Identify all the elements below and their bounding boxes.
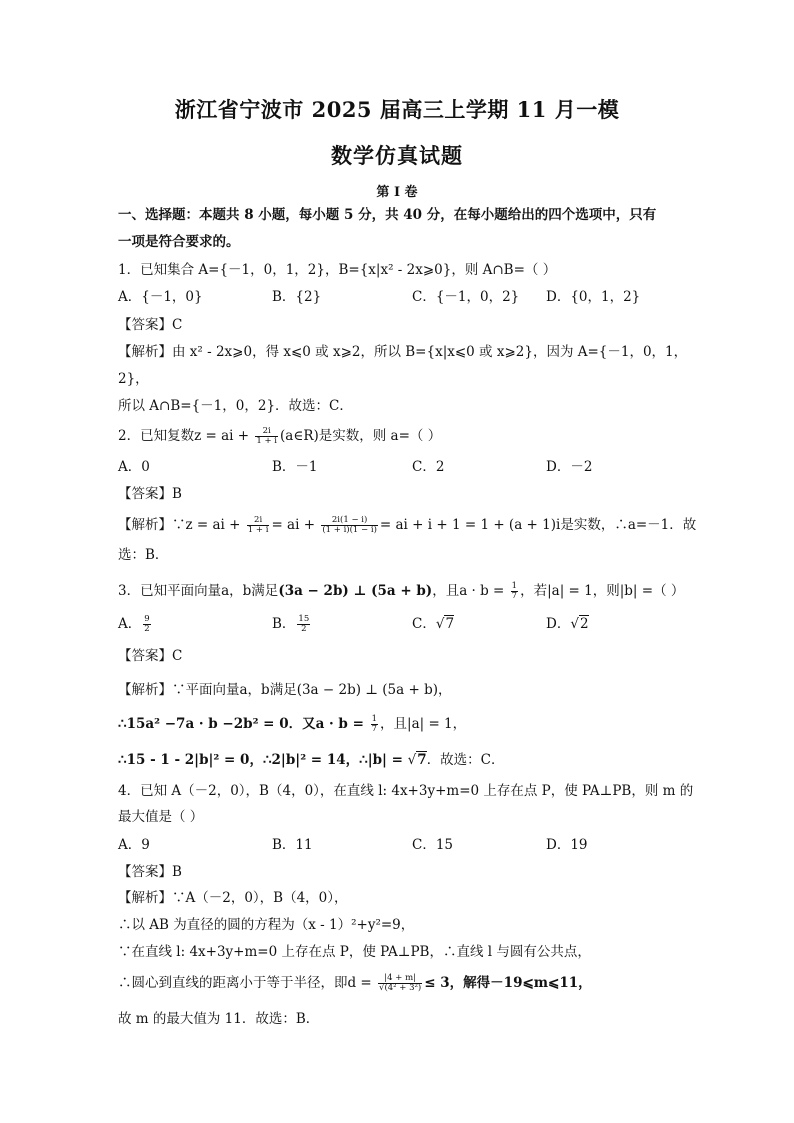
q2-answer: 【答案】B — [118, 486, 182, 502]
q2-af2-den: (1 + i)(1 − i) — [322, 525, 377, 535]
q2-analysis-frac-2 — [321, 516, 378, 535]
q2-af1-den: 1 + i — [247, 525, 269, 535]
q3-analysis-step-2 — [118, 715, 466, 734]
q3-analysis-result: ∴15 - 1 - 2|b|² = 0，∴2|b|² = 14，∴|b| = — [118, 752, 408, 768]
exam-subtitle: 数学仿真试题 — [331, 143, 463, 168]
question-1-stem: 1．已知集合 A={－1，0，1，2}，B={x|x² - 2x⩾0}，则 A∩B=（ ） — [118, 262, 557, 278]
q3-vector-b: b满足 — [242, 583, 279, 599]
q4-analysis-conclusion: 故 m 的最大值为 11．故选：B． — [118, 1011, 320, 1027]
q3-option-a — [118, 615, 153, 634]
q3-opt-a-label: A． — [118, 616, 142, 632]
q4-option-b: B．11 — [272, 837, 313, 853]
q2-analysis — [118, 516, 696, 535]
q2-analysis-part: 【解析】∵z = ai + — [118, 517, 245, 533]
volume-label: 第 I 卷 — [376, 185, 418, 200]
q4-analysis-step-2: ∴以 AB 为直径的圆的方程为（x - 1）²+y²=9， — [118, 917, 415, 933]
q1-option-d: D．{0，1，2} — [546, 289, 641, 305]
q4-option-c: C．15 — [412, 837, 454, 853]
q2-stem-part: 2．已知复数z = ai + — [118, 428, 254, 444]
q1-analysis-conclusion: 所以 A∩B={－1，0，2}．故选：C． — [118, 398, 353, 414]
q3-opt-c-label: C． — [412, 616, 436, 632]
q2-analysis-part-b: = ai + — [271, 517, 320, 533]
q3-opt-b-frac — [297, 615, 310, 634]
q3-opt-a-den: 2 — [144, 624, 150, 634]
q1-option-b: B．{2} — [272, 289, 322, 305]
q3-analysis-eq: ∴15a² −7a · b −2b² = 0．又a · b = — [118, 716, 369, 732]
q3-answer: 【答案】C — [118, 648, 183, 664]
q3-opt-d-radicand: 2 — [579, 616, 589, 632]
q3-analysis-frac-den: 7 — [371, 724, 378, 734]
q2-af2-num: 2i(1 − i) — [321, 516, 378, 526]
q3-stem-and: ，且 — [432, 583, 460, 599]
q1-option-c: C．{－1，0，2} — [412, 289, 520, 305]
q2-option-b: B．－1 — [272, 459, 318, 475]
q4-option-d: D．19 — [546, 837, 588, 853]
exam-title: 浙江省宁波市 2025 届高三上学期 11 月一模 — [174, 97, 620, 122]
q4-analysis-frac — [378, 974, 422, 993]
q3-option-d: D．√2 — [546, 616, 589, 632]
question-3-stem — [118, 582, 684, 601]
q4-analysis-step-4 — [118, 974, 592, 993]
q2-option-c: C．2 — [412, 459, 445, 475]
question-4-stem: 4．已知 A（－2，0），B（4，0），在直线 l: 4x+3y+m=0 上存在点 P，使 PA⊥PB，则 m 的 — [118, 783, 694, 799]
q2-fraction — [255, 427, 278, 446]
q2-analysis-cont: 选：B． — [118, 547, 169, 563]
q1-option-a: A．{－1，0} — [118, 289, 203, 305]
q3-stem-tail: ，若|a| = 1，则|b| =（ ） — [520, 583, 685, 599]
q3-frac-num: 1 — [511, 581, 518, 591]
q3-analysis-frac-num: 1 — [371, 714, 378, 724]
q4-analysis-frac-num: |4 + m| — [378, 974, 422, 984]
q1-answer: 【答案】C — [118, 317, 183, 333]
question-2-stem — [118, 427, 441, 446]
q3-frac-den: 7 — [511, 591, 518, 601]
q2-frac-den: 1 + i — [256, 436, 278, 446]
q1-analysis-cont: 2}， — [118, 371, 149, 387]
q3-opt-b-den: 2 — [301, 624, 307, 634]
q3-dot-product: a · b = — [459, 583, 509, 599]
q2-stem-tail: (a∈R)是实数，则 a=（ ） — [280, 428, 442, 444]
q3-analysis-step-3: ∴15 - 1 - 2|b|² = 0，∴2|b|² = 14，∴|b| = √7．故选：C． — [118, 752, 505, 768]
q3-fraction — [511, 582, 518, 601]
q2-analysis-part-c: = ai + i + 1 = 1 + (a + 1)i是实数，∴a=－1．故 — [379, 517, 697, 533]
q3-opt-c-radicand: 7 — [445, 616, 455, 632]
q3-option-b — [272, 615, 312, 634]
q4-option-a: A．9 — [118, 837, 150, 853]
q3-opt-b-label: B． — [272, 616, 296, 632]
q4-answer: 【答案】B — [118, 864, 182, 880]
q3-opt-b-num: 15 — [298, 614, 310, 624]
q2-option-d: D．－2 — [546, 459, 593, 475]
q2-option-a: A．0 — [118, 459, 150, 475]
q3-opt-a-num: 9 — [144, 614, 150, 624]
q3-option-c: C．√7 — [412, 616, 455, 632]
q3-stem-part: 3．已知平面向量 — [118, 583, 222, 599]
q3-analysis-eq-tail: ，且|a| = 1， — [380, 716, 467, 732]
q1-analysis: 【解析】由 x² - 2x⩾0，得 x⩽0 或 x⩾2，所以 B={x|x⩽0 或 x⩾2}，因为 A={－1，0，1， — [118, 344, 688, 360]
question-4-stem-cont: 最大值是（ ） — [118, 809, 204, 825]
q4-analysis-frac-den: √(4² + 3²) — [379, 983, 422, 993]
q3-vector-a: a， — [221, 583, 243, 599]
q3-analysis: 【解析】∵平面向量a，b满足(3a − 2b) ⊥ (5a + b)， — [118, 682, 452, 698]
q3-opt-d-label: D． — [546, 616, 571, 632]
q3-perp-condition: (3a − 2b) ⊥ (5a + b) — [278, 583, 433, 599]
q4-analysis-distance: ∴圆心到直线的距离小于等于半径，即d = — [118, 975, 377, 991]
q3-analysis-end: ．故选：C． — [426, 752, 505, 768]
q3-analysis-radicand: 7 — [417, 752, 427, 768]
q3-opt-a-frac — [143, 615, 150, 634]
q4-analysis: 【解析】∵A（－2，0），B（4，0）， — [118, 890, 348, 906]
q4-analysis-step-3: ∵在直线 l: 4x+3y+m=0 上存在点 P，使 PA⊥PB，∴直线 l 与圆有公共点， — [118, 944, 591, 960]
q2-frac-num: 2i — [255, 427, 278, 437]
q3-analysis-frac — [371, 715, 378, 734]
section-heading: 一、选择题：本题共 8 小题，每小题 5 分，共 40 分，在每小题给出的四个选项中，只有 — [118, 207, 657, 223]
q2-analysis-frac-1 — [247, 516, 270, 535]
q4-analysis-inequality: ≤ 3，解得－19⩽m⩽11， — [424, 975, 592, 991]
q2-af1-num: 2i — [247, 516, 270, 526]
section-heading-cont: 一项是符合要求的。 — [118, 234, 240, 250]
